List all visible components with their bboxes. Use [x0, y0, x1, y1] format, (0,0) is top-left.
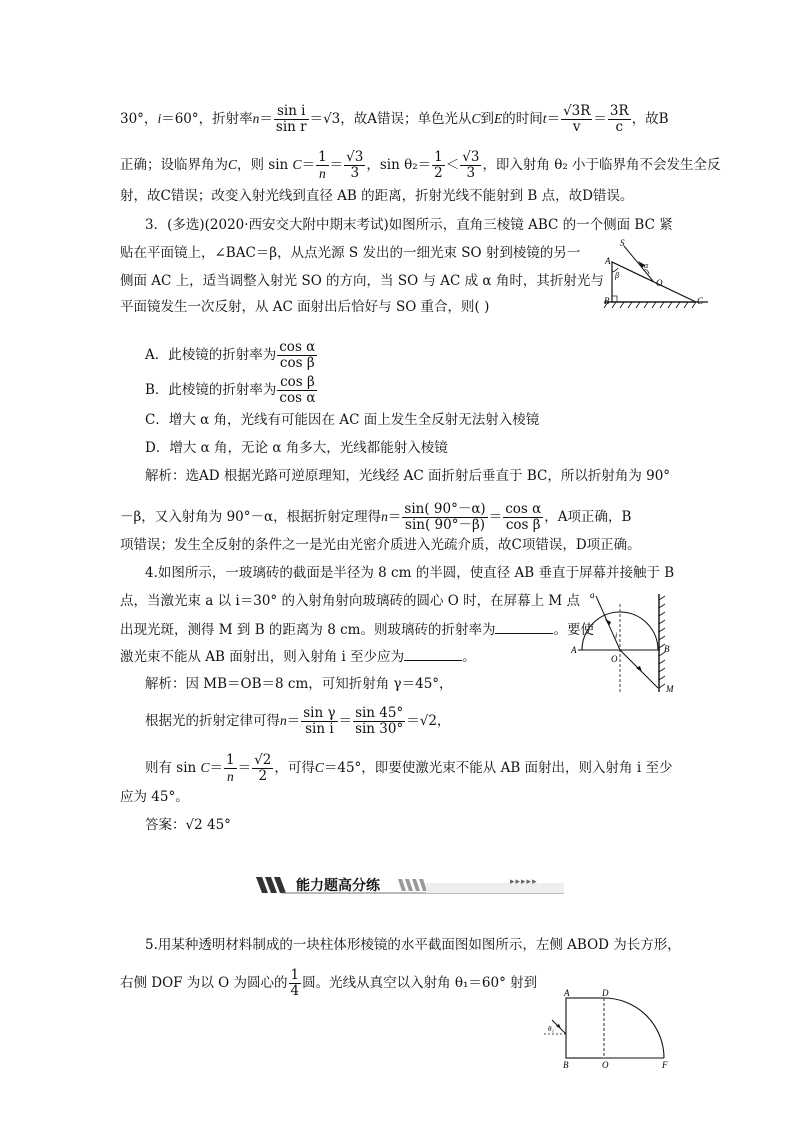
- q3-option-b: [145, 375, 318, 406]
- text: ＝: [286, 713, 301, 729]
- q4-solution-2: [145, 706, 450, 737]
- q5-line-2: [120, 968, 537, 999]
- text: 右侧 DOF 为以 O 为圆心的: [120, 975, 288, 991]
- text: ＝: [259, 111, 273, 127]
- label-a: a: [590, 590, 595, 600]
- q3-line-3: 侧面 AC 上，适当调整入射光 SO 的方向，当 SO 与 AC 成 α 角时，其折射光与: [120, 273, 604, 289]
- label-D: D: [602, 988, 609, 998]
- q5-line-1: 5.用某种透明材料制成的一块柱体形棱镜的水平截面图如图所示，左侧 ABOD 为长方形，: [145, 937, 681, 953]
- fraction: [344, 150, 365, 181]
- text: ＜: [445, 157, 460, 173]
- text: ，A项正确，B: [544, 509, 632, 525]
- text: 出现光斑，测得 M 到 B 的距离为 8 cm。则玻璃砖的折射率为: [120, 622, 496, 638]
- q3-solution-1: 解析：选AD 根据光路可逆原理知，光线经 AC 面折射后垂直于 BC，所以折射角为 90°: [145, 468, 671, 484]
- numerator: 3R: [609, 103, 629, 119]
- label-C: C: [697, 296, 704, 306]
- fraction: [432, 150, 445, 181]
- fraction: [316, 150, 329, 181]
- fraction: [503, 502, 543, 533]
- label-B: B: [604, 296, 610, 306]
- numerator: √3: [462, 149, 480, 165]
- q4-solution-1: 解析：因 MB＝OB＝8 cm，可知折射角 γ＝45°，: [145, 676, 453, 692]
- denominator: 2: [258, 768, 268, 784]
- denominator: cos α: [279, 390, 316, 406]
- var: C: [292, 157, 302, 172]
- fraction: [460, 150, 481, 181]
- option-label: B．此棱镜的折射率为: [145, 382, 277, 398]
- var: C: [228, 157, 238, 172]
- text: －β，又入射角为 90°－α，根据折射定理得: [120, 509, 382, 525]
- denominator: 3: [466, 165, 476, 181]
- label-O: O: [656, 278, 663, 288]
- q4-line-1: 4.如图所示，一玻璃砖的截面是半径为 8 cm 的半圆，使直径 AB 垂直于屏幕并接触于 B: [145, 565, 675, 581]
- top-line-3: 射，故C错误；改变入射光线到直径 AB 的距离，折射光线不能射到 B 点，故D错误。: [120, 188, 634, 204]
- var-n: n: [252, 111, 260, 126]
- text: 正确；设临界角为: [120, 157, 228, 173]
- text: ，可得: [274, 760, 315, 776]
- numerator: 1: [226, 752, 235, 768]
- label-A: A: [571, 645, 577, 655]
- text: ，sin θ₂＝: [366, 157, 432, 173]
- text: ＝: [237, 760, 252, 776]
- var-t: t: [542, 111, 547, 126]
- q3-solution-2: [120, 502, 631, 533]
- text: ＝: [593, 111, 607, 127]
- label-O: O: [602, 1060, 609, 1070]
- q3-option-a: [145, 340, 318, 371]
- label-M: M: [666, 684, 674, 694]
- section-banner: [252, 873, 568, 897]
- prism-figure: [596, 238, 710, 310]
- denominator: n: [318, 166, 326, 181]
- denominator: cos β: [279, 355, 315, 371]
- fraction: [561, 104, 592, 135]
- text: 根据光的折射定律可得: [145, 713, 280, 729]
- text: 激光束不能从 AB 面射出，则入射角 i 至少应为: [120, 649, 405, 665]
- label-theta1: θ₁: [548, 1025, 554, 1033]
- denominator: cos β: [505, 517, 541, 533]
- denominator: v: [572, 119, 581, 135]
- text: ＝: [329, 157, 344, 173]
- denominator: sin r: [275, 119, 307, 135]
- label-S: S: [620, 238, 625, 248]
- numerator: 1: [290, 967, 300, 983]
- fraction: [402, 502, 487, 533]
- q4-line-2: 点，当激光束 a 以 i＝30° 的入射角射向玻璃砖的圆心 O 时，在屏幕上 M 点: [120, 593, 581, 609]
- top-line-2: [120, 150, 721, 181]
- text: ＝: [387, 509, 402, 525]
- text: ＝60°，折射率: [161, 111, 253, 127]
- q4-answer: 答案：√2 45°: [145, 817, 231, 833]
- text: ，则 sin: [237, 157, 289, 173]
- fraction: [277, 375, 317, 406]
- numerator: cos α: [279, 339, 316, 355]
- var-i: i: [157, 111, 162, 126]
- numerator: 1: [434, 149, 443, 165]
- answer-blank-2[interactable]: [404, 646, 462, 661]
- q4-solution-4: 应为 45°。: [120, 789, 189, 805]
- text: ＝45°，即要使激光束不能从 AB 面射出，则入射角 i 至少: [323, 760, 673, 776]
- option-label: A．此棱镜的折射率为: [145, 347, 277, 363]
- fraction: [274, 104, 309, 135]
- q4-solution-3: [145, 753, 672, 784]
- text: 。: [462, 649, 476, 665]
- numerator: sin i: [274, 104, 309, 120]
- text: 的时间: [502, 111, 543, 127]
- prism-quarter-circle-figure: [536, 986, 686, 1070]
- fraction: [252, 753, 273, 784]
- q4-line-4: [120, 646, 476, 667]
- numerator: sin 45°: [355, 705, 404, 721]
- numerator: cos β: [277, 375, 317, 391]
- denominator: sin i: [305, 721, 334, 737]
- label-B: B: [563, 1060, 569, 1070]
- fraction: [277, 340, 317, 371]
- text: ＝√3，故A错误；单色光从: [309, 111, 472, 127]
- var-n: n: [280, 713, 287, 728]
- fraction: [224, 753, 237, 784]
- var: C: [200, 760, 210, 775]
- section-arrows: ▸▸▸▸▸: [510, 877, 538, 887]
- numerator: √2: [254, 752, 272, 768]
- text: 。要使: [553, 622, 594, 638]
- var: C: [314, 760, 324, 775]
- section-title: 能力题高分练: [296, 878, 380, 894]
- text: 到: [480, 111, 495, 127]
- var: C: [471, 111, 481, 126]
- denominator: 4: [290, 983, 300, 999]
- q3-line-1: 3．(多选)(2020·西安交大附中期末考试)如图所示，直角三棱镜 ABC 的一个侧面 BC 紧: [145, 217, 673, 233]
- fraction: [608, 104, 631, 135]
- denominator: 3: [350, 165, 360, 181]
- top-line-1: [120, 104, 669, 135]
- label-O: O: [611, 654, 618, 664]
- text: 30°，: [120, 111, 158, 127]
- text: ＝: [209, 760, 224, 776]
- denominator: c: [615, 119, 624, 135]
- q3-solution-3: 项错误；发生全反射的条件之一是光由光密介质进入光疏介质，故C项错误，D项正确。: [120, 537, 641, 553]
- text: ，故B: [631, 111, 669, 127]
- text: 圆。光线从真空以入射角 θ₁＝60° 射到: [302, 975, 538, 991]
- label-F: F: [662, 1060, 668, 1070]
- numerator: sin γ: [303, 705, 336, 721]
- q3-option-c: C．增大 α 角，光线有可能因在 AC 面上发生全反射无法射入棱镜: [145, 412, 540, 428]
- answer-blank-1[interactable]: [495, 619, 553, 634]
- label-A: A: [564, 988, 570, 998]
- text: ＝: [301, 157, 316, 173]
- denominator: 2: [434, 165, 443, 181]
- numerator: √3: [346, 149, 364, 165]
- fraction: [289, 968, 302, 999]
- label-alpha: α: [644, 261, 649, 270]
- text: ，即入射角 θ₂ 小于临界角不会发生全反: [482, 157, 721, 173]
- denominator: sin 30°: [355, 721, 404, 737]
- var-n: n: [381, 509, 388, 524]
- text: 则有 sin: [145, 760, 197, 776]
- denominator: sin( 90°－β): [405, 517, 486, 533]
- q3-line-4: 平面镜发生一次反射，从 AC 面射出后恰好与 SO 重合，则( ): [120, 299, 490, 315]
- semicircle-figure: [568, 586, 680, 694]
- q3-line-2: 贴在平面镜上，∠BAC＝β，从点光源 S 发出的一细光束 SO 射到棱镜的另一: [120, 245, 581, 261]
- text: ＝: [488, 509, 503, 525]
- label-A: A: [605, 256, 611, 266]
- q3-option-d: D．增大 α 角，无论 α 角多大，光线都能射入棱镜: [145, 440, 448, 456]
- label-beta: β: [615, 271, 619, 280]
- var: E: [494, 111, 503, 126]
- text: ＝√2，: [406, 713, 451, 729]
- denominator: n: [226, 769, 234, 784]
- fraction: [301, 706, 337, 737]
- label-B: B: [664, 644, 670, 654]
- label-i: i: [615, 631, 618, 640]
- numerator: 1: [318, 149, 327, 165]
- fraction: [353, 706, 405, 737]
- text: ＝: [338, 713, 353, 729]
- q4-line-3: [120, 619, 594, 640]
- numerator: cos α: [505, 501, 542, 517]
- numerator: √3R: [563, 103, 591, 119]
- text: ＝: [546, 111, 561, 127]
- numerator: sin( 90°－α): [404, 501, 486, 517]
